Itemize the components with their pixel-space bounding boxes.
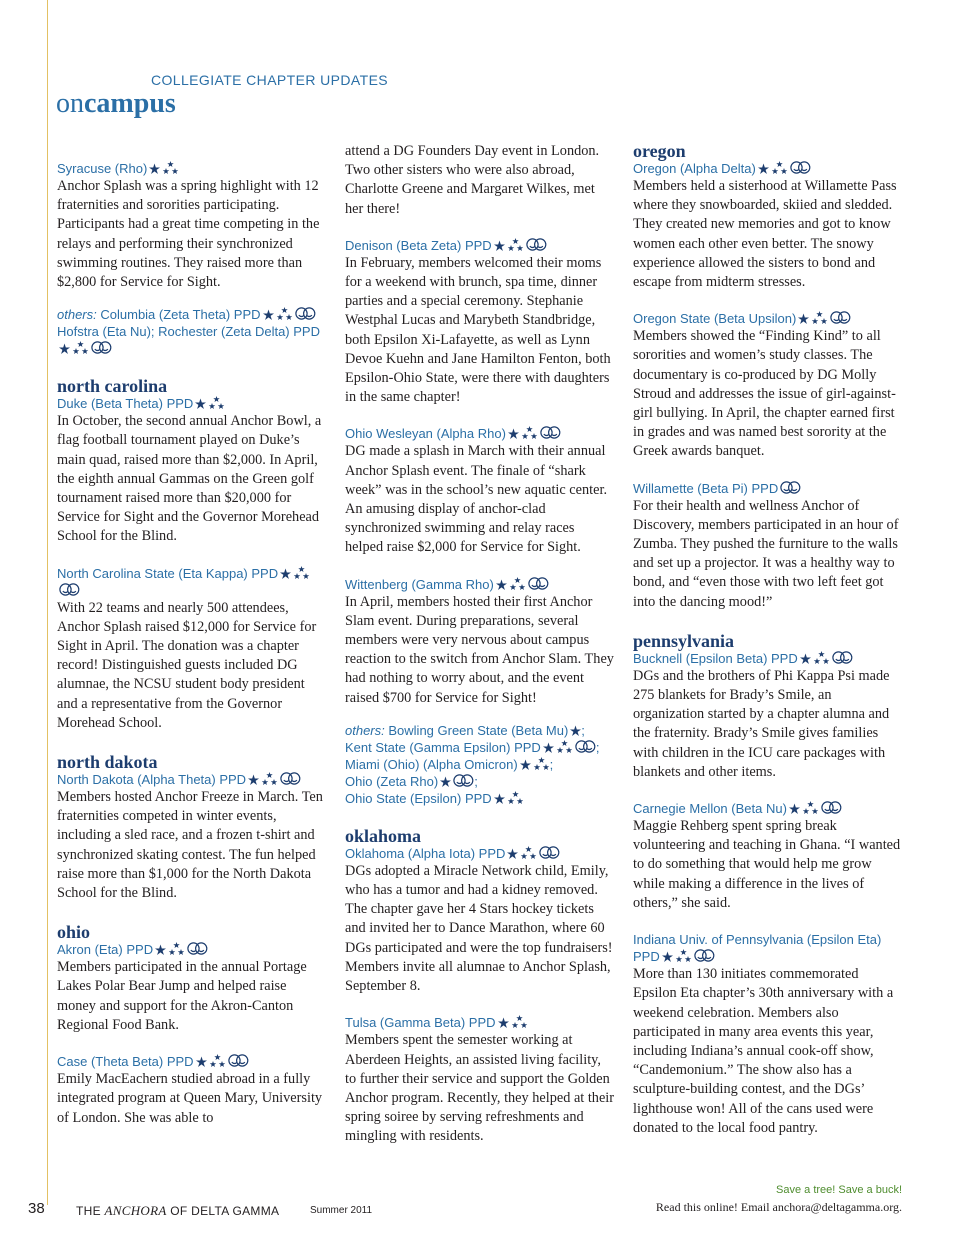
chapter-label: Syracuse (Rho) (57, 161, 148, 176)
chapter-label: Wittenberg (Gamma Rho) (345, 576, 494, 592)
faces-icon (526, 237, 547, 252)
chapter-heading (633, 160, 903, 177)
state-label: ohio (57, 922, 91, 943)
others-item: Kent State (Gamma Epsilon) PPD ; (345, 739, 600, 755)
faces-icon (575, 739, 596, 754)
star-icon (662, 951, 673, 963)
chapter-body-text: In February, members welcomed their moms for a weekend with brunch, spa time, dinner parties and a special ceremony. Stephanie Westphal Lucas and Marybeth Standbridge, both Epsilon Xi-Lafayette, as well as Lynn Devoe Kuehn and Jane Hamilton Fenton, both Epsilon-Ohio State, were there with daughters in the same chapter! (345, 254, 611, 406)
star-icon (248, 774, 259, 786)
star-icon (789, 803, 800, 815)
chapter-body-text: Members spent the semester working at Aberdeen Heights, an assisted living facility, to further their service and support the Golden Anchor program. Recently, they helped at their spring soiree by serving refreshments and mingling with residents. (345, 1032, 615, 1145)
chapter-label: Willamette (Beta Pi) PPD (633, 480, 779, 496)
chapter-heading (633, 310, 903, 327)
chapter-body-text: attend a DG Founders Day event in London. Two other sisters who were also abroad, Charlotte Greene and Margaret Wilkes, met her there! (345, 143, 600, 217)
faces-icon (539, 845, 560, 860)
stars-cluster-icon (675, 949, 692, 963)
others-list (57, 306, 327, 357)
faces-icon (453, 773, 474, 788)
chapter-body-text: Members participated in the annual Portage Lakes Polar Bear Jump and helped raise money and support for the Akron-Canton Regional Food Bank. (57, 959, 307, 1033)
chapter-body-text: With 22 teams and nearly 500 attendees, Anchor Splash raised $12,000 for Service for Sight in April. The donation was a chapter record! Distinguished guests included DG alumnae, the NCSU student body president and a representative from the Governor Morehead School. (57, 599, 317, 731)
stars-cluster-icon (802, 801, 819, 815)
star-icon (494, 240, 505, 252)
chapter-heading (57, 1053, 327, 1070)
stars-cluster-icon (72, 341, 89, 355)
chapter-heading (57, 941, 327, 958)
state-label: pennsylvania (633, 630, 735, 651)
star-icon (498, 1017, 509, 1029)
others-item: Ohio (Zeta Rho) ; (345, 773, 478, 789)
stars-cluster-icon (509, 577, 526, 591)
chapter-heading (345, 237, 615, 254)
issue-date: Summer 2011 (310, 1205, 373, 1216)
chapter-label: Ohio Wesleyan (Alpha Rho) (345, 426, 506, 442)
star-icon (508, 428, 519, 440)
chapter-label: North Dakota (Alpha Theta) PPD (57, 772, 247, 788)
chapter-label: Oregon State (Beta Upsilon) (633, 311, 797, 327)
state-heading (633, 632, 903, 650)
star-icon (280, 568, 291, 580)
stars-cluster-icon (520, 846, 537, 860)
stars-cluster-icon (521, 426, 538, 440)
stars-cluster-icon (511, 1015, 528, 1029)
chapter-body-text: Anchor Splash was a spring highlight with 12 fraternities and sororities participating. Participants had a great time competing in the relays and performing their synchronized swimming routines. They raised more than $2,800 for Service for Sight. (57, 178, 320, 291)
chapter-body-text: DGs adopted a Miracle Network child, Emily, who has a tumor and had a kidney removed. The chapter gave her 4 Stars hockey tickets and invited her to Dance Marathon, where 60 DGs participated and were the top fundraisers! Members invite all alumnae to Anchor Splash, September 8. (345, 862, 613, 995)
others-item: Ohio State (Epsilon) PPD (345, 791, 524, 806)
chapter-label: Bucknell (Epsilon Beta) PPD (633, 650, 798, 666)
star-icon (59, 343, 70, 355)
chapter-label: Tulsa (Gamma Beta) PPD (345, 1015, 496, 1031)
star-icon (570, 725, 581, 737)
title-light: on (56, 88, 84, 119)
chapter-body-text: DG made a splash in March with their annual Anchor Splash event. The finale of “shark week” was in the school’s new aquatic center. An amusing display of anchor-clad synchronized swimming and relay races helped raise $2,000 for Service for Sight. (345, 443, 608, 556)
state-heading (57, 377, 327, 395)
chapter-body-text: For their health and wellness Anchor of Discovery, members participated in an hour of Zumba. They pushed the furniture to the walls and set up a projector. It was a healthy way to bond, and “even those with two left feet got into the dancing mood!” (633, 497, 899, 610)
chapter-body-text: Members held a sisterhood at Willamette Pass where they snowboarded, skiied and sledded. They created new memories and got to know women each other even better. The snowy experience allowed the sisters to bond and escape from midterm stresses. (633, 178, 897, 291)
state-label: north carolina (57, 376, 168, 397)
page-title (56, 90, 176, 118)
others-item: Hofstra (Eta Nu); Rochester (Zeta Delta) PPD (57, 324, 320, 356)
state-heading (57, 753, 327, 771)
star-icon (494, 793, 505, 805)
stars-cluster-icon (811, 311, 828, 325)
chapter-heading (633, 650, 903, 667)
star-icon (800, 653, 811, 665)
chapter-heading (345, 845, 615, 862)
faces-icon (821, 800, 842, 815)
chapter-body-text: Maggie Rehberg spent spring break volunteering and teaching in Ghana. “I wanted to do something that would help me grow while making a difference in the lives of others,” she said. (633, 818, 901, 911)
chapter-heading (57, 565, 327, 599)
faces-icon (830, 310, 851, 325)
faces-icon (187, 941, 208, 956)
state-heading (633, 142, 903, 160)
faces-icon (295, 306, 316, 321)
chapter-heading (345, 576, 615, 593)
state-label: oklahoma (345, 825, 422, 846)
chapter-label: Oklahoma (Alpha Iota) PPD (345, 845, 506, 861)
star-icon (440, 776, 451, 788)
stars-cluster-icon (556, 740, 573, 754)
stars-cluster-icon (168, 942, 185, 956)
chapter-label: Duke (Beta Theta) PPD (57, 396, 194, 412)
margin-rule (47, 0, 48, 1205)
stars-cluster-icon (293, 566, 310, 580)
chapter-label: Akron (Eta) PPD (57, 942, 154, 958)
chapter-heading (633, 480, 903, 497)
state-heading (57, 923, 327, 941)
chapter-label: North Carolina State (Eta Kappa) PPD (57, 565, 279, 581)
chapter-heading (633, 931, 903, 965)
others-item: Bowling Green State (Beta Mu) ; (388, 722, 585, 738)
column-1 (57, 142, 327, 1128)
others-item: Columbia (Zeta Theta) PPD (100, 307, 315, 322)
faces-icon (540, 425, 561, 440)
chapter-label: Oregon (Alpha Delta) (633, 161, 756, 176)
faces-icon (228, 1053, 249, 1068)
stars-cluster-icon (533, 757, 550, 771)
chapter-label: Indiana Univ. of Pennsylvania (Epsilon Eta) PPD (633, 932, 882, 965)
star-icon (507, 848, 518, 860)
title-bold: campus (84, 88, 176, 119)
star-icon (543, 742, 554, 754)
section-kicker: COLLEGIATE CHAPTER UPDATES (151, 72, 389, 88)
faces-icon (780, 480, 801, 495)
chapter-body-text: DGs and the brothers of Phi Kappa Psi made 275 blankets for Brady’s Smile, an organization started by a chapter alumna and the fraternity. Brady’s Smile gives families with children in the ICU care packages with blankets and other items. (633, 667, 890, 780)
star-icon (195, 398, 206, 410)
save-tree-note: Save a tree! Save a buck! (776, 1184, 902, 1196)
chapter-heading (57, 771, 327, 788)
chapter-body-text: Members hosted Anchor Freeze in March. Ten fraternities competed in winter events, including a sled race, and a frozen t-shirt and synchronized skating contest. The fun helped raise more than $1,000 for the North Dakota School for the Blind. (57, 789, 323, 902)
stars-cluster-icon (209, 1054, 226, 1068)
stars-cluster-icon (507, 791, 524, 805)
stars-cluster-icon (771, 161, 788, 175)
faces-icon (790, 160, 811, 175)
state-label: north dakota (57, 752, 158, 773)
column-2 (345, 142, 615, 1147)
star-icon (496, 579, 507, 591)
chapter-heading (345, 425, 615, 442)
magazine-name: THE ANCHORA OF DELTA GAMMA (76, 1203, 280, 1218)
chapter-heading (633, 800, 903, 817)
state-label: oregon (633, 141, 686, 161)
chapter-body-text: More than 130 initiates commemorated Epsilon Eta chapter’s 30th anniversary with a weekend celebration. Members also participated in many area events this year, including Indiana’s annual cook-off show, “Candemonium.” The show also has a sculpture-building contest, and the DGs’ lighthouse won! All of the cans used were donated to the local food pantry. (633, 966, 894, 1136)
star-icon (155, 944, 166, 956)
chapter-label: Carnegie Mellon (Beta Nu) (633, 801, 787, 817)
chapter-label: Denison (Beta Zeta) PPD (345, 237, 492, 253)
chapter-label: Case (Theta Beta) PPD (57, 1054, 194, 1070)
star-icon (196, 1056, 207, 1068)
stars-cluster-icon (813, 651, 830, 665)
page-number: 38 (28, 1200, 45, 1217)
chapter-heading (57, 395, 327, 412)
stars-cluster-icon (261, 772, 278, 786)
star-icon (149, 163, 160, 175)
chapter-body-text: Emily MacEachern studied abroad in a fully integrated program at Queen Mary, University of London. She was able to (57, 1071, 323, 1126)
chapter-body-text: Members showed the “Finding Kind” to all sororities and women’s study classes. The documentary is co-produced by DG Molly Stroud and addresses the issue of girl-against-girl bullying. In April, the chapter earned first in grades and was named best sorority at the Greek awards banquet. (633, 328, 896, 460)
stars-cluster-icon (208, 396, 225, 410)
chapter-body-text: In April, members hosted their first Anchor Slam event. During preparations, several members were very nervous about campus reaction to the switch from Anchor Slam. They had nothing to worry about, and the event raised $700 for Service for Sight! (345, 593, 614, 706)
others-list (345, 722, 615, 807)
column-3 (633, 142, 903, 1138)
chapter-heading (345, 1014, 615, 1031)
faces-icon (280, 771, 301, 786)
faces-icon (91, 340, 112, 355)
faces-icon (832, 650, 853, 665)
others-label: others: (345, 722, 385, 738)
others-item: Miami (Ohio) (Alpha Omicron) ; (345, 756, 554, 772)
stars-cluster-icon (276, 307, 293, 321)
state-heading (345, 827, 615, 845)
star-icon (520, 759, 531, 771)
read-online-note: Read this online! Email anchora@deltagamma.org. (655, 1200, 902, 1214)
stars-cluster-icon (162, 161, 179, 175)
star-icon (798, 313, 809, 325)
chapter-heading (57, 160, 327, 177)
star-icon (263, 309, 274, 321)
faces-icon (59, 582, 80, 597)
chapter-body-text: In October, the second annual Anchor Bowl, a flag football tournament played on Duke’s main quad, raised more than $2,000. In April, the eighth annual Gammas on the Green golf tournament raised more than $20,000 for Service for Sight and the Governor Morehead School for the Blind. (57, 413, 322, 545)
faces-icon (694, 948, 715, 963)
others-label: others: (57, 307, 97, 323)
star-icon (758, 163, 769, 175)
stars-cluster-icon (507, 238, 524, 252)
faces-icon (528, 576, 549, 591)
